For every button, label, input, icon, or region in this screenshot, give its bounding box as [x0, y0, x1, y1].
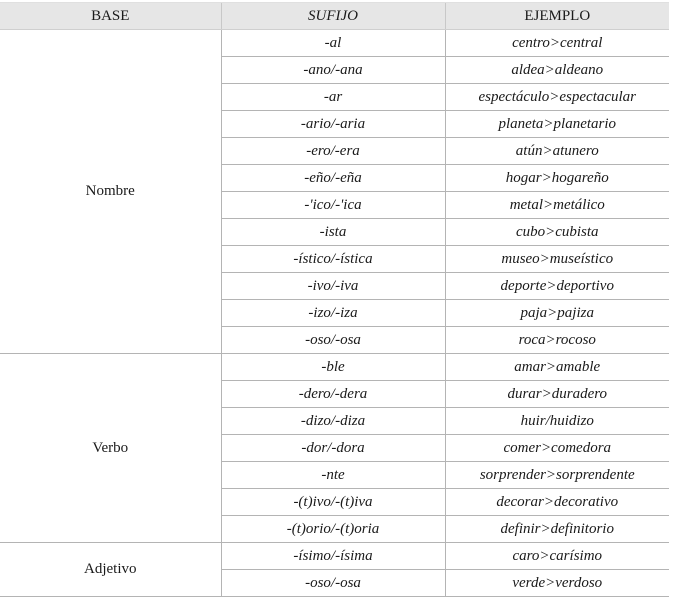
- sufijo-cell: -ar: [221, 84, 445, 111]
- base-cell: Verbo: [0, 354, 221, 543]
- sufijo-cell: -ario/-aria: [221, 111, 445, 138]
- sufijo-cell: -dizo/-diza: [221, 408, 445, 435]
- sufijo-cell: -ístico/-ística: [221, 246, 445, 273]
- table-row: [0, 543, 669, 570]
- ejemplo-cell: espectáculo>espectacular: [445, 84, 669, 111]
- sufijo-cell: -dero/-dera: [221, 381, 445, 408]
- sufijo-cell: -ble: [221, 354, 445, 381]
- sufijo-cell: -eño/-eña: [221, 165, 445, 192]
- header-sufijo: SUFIJO: [221, 3, 445, 30]
- base-cell: Adjetivo: [0, 543, 221, 597]
- ejemplo-cell: amar>amable: [445, 354, 669, 381]
- ejemplo-cell: planeta>planetario: [445, 111, 669, 138]
- header-base: BASE: [0, 3, 221, 30]
- sufijo-cell: -ista: [221, 219, 445, 246]
- sufijo-cell: -'ico/-'ica: [221, 192, 445, 219]
- sufijo-cell: -ero/-era: [221, 138, 445, 165]
- ejemplo-cell: hogar>hogareño: [445, 165, 669, 192]
- sufijo-cell: -ano/-ana: [221, 57, 445, 84]
- ejemplo-cell: metal>metálico: [445, 192, 669, 219]
- sufijo-cell: -nte: [221, 462, 445, 489]
- suffix-table: [0, 2, 669, 597]
- ejemplo-cell: verde>verdoso: [445, 570, 669, 597]
- sufijo-cell: -oso/-osa: [221, 327, 445, 354]
- header-ejemplo: EJEMPLO: [445, 3, 669, 30]
- ejemplo-cell: deporte>deportivo: [445, 273, 669, 300]
- ejemplo-cell: durar>duradero: [445, 381, 669, 408]
- ejemplo-cell: roca>rocoso: [445, 327, 669, 354]
- sufijo-cell: -al: [221, 30, 445, 57]
- ejemplo-cell: paja>pajiza: [445, 300, 669, 327]
- sufijo-cell: -ísimo/-ísima: [221, 543, 445, 570]
- base-cell: Nombre: [0, 30, 221, 354]
- table-row: [0, 30, 669, 57]
- sufijo-cell: -(t)orio/-(t)oria: [221, 516, 445, 543]
- sufijo-cell: -dor/-dora: [221, 435, 445, 462]
- ejemplo-cell: caro>carísimo: [445, 543, 669, 570]
- sufijo-cell: -ivo/-iva: [221, 273, 445, 300]
- ejemplo-cell: centro>central: [445, 30, 669, 57]
- ejemplo-cell: decorar>decorativo: [445, 489, 669, 516]
- table-body: [0, 30, 669, 597]
- table-row: [0, 354, 669, 381]
- table-header: [0, 3, 669, 30]
- sufijo-cell: -oso/-osa: [221, 570, 445, 597]
- ejemplo-cell: huir/huidizo: [445, 408, 669, 435]
- header-row: [0, 3, 669, 30]
- ejemplo-cell: cubo>cubista: [445, 219, 669, 246]
- sufijo-cell: -izo/-iza: [221, 300, 445, 327]
- ejemplo-cell: sorprender>sorprendente: [445, 462, 669, 489]
- ejemplo-cell: aldea>aldeano: [445, 57, 669, 84]
- ejemplo-cell: museo>museístico: [445, 246, 669, 273]
- ejemplo-cell: atún>atunero: [445, 138, 669, 165]
- ejemplo-cell: comer>comedora: [445, 435, 669, 462]
- ejemplo-cell: definir>definitorio: [445, 516, 669, 543]
- sufijo-cell: -(t)ivo/-(t)iva: [221, 489, 445, 516]
